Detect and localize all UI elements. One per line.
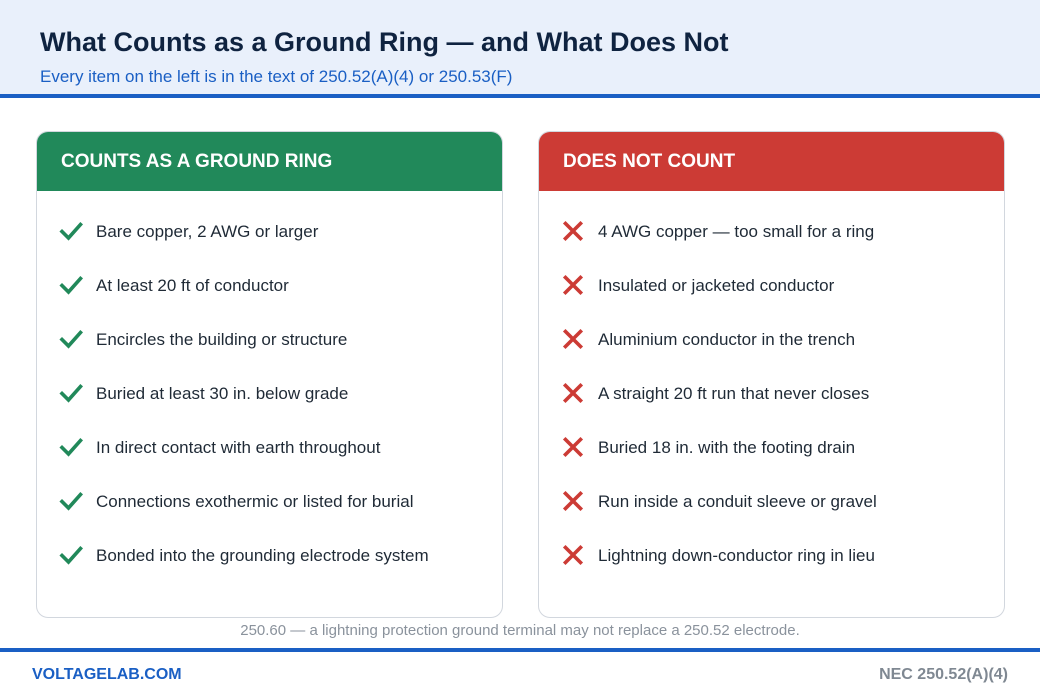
list-item-label: Buried 18 in. with the footing drain — [598, 438, 856, 457]
list-item-label: At least 20 ft of conductor — [96, 276, 289, 295]
list-item — [539, 486, 1004, 516]
check-icon — [59, 543, 83, 567]
header — [0, 0, 1040, 98]
list-item-label: Lightning down-conductor ring in lieu — [598, 546, 875, 565]
x-icon — [561, 543, 585, 567]
list-item-label: Bare copper, 2 AWG or larger — [96, 222, 319, 241]
x-icon — [561, 327, 585, 351]
x-icon — [561, 435, 585, 459]
x-icon — [561, 273, 585, 297]
list-item-label: 4 AWG copper — too small for a ring — [598, 222, 875, 241]
page-subtitle: Every item on the left is in the text of 250.52(A)(4) or 250.53(F) — [40, 67, 513, 86]
list-item — [539, 216, 1004, 246]
list-item — [37, 486, 502, 516]
list-item — [37, 432, 502, 462]
x-icon — [561, 219, 585, 243]
list-item — [37, 540, 502, 570]
list-item — [539, 432, 1004, 462]
page-title: What Counts as a Ground Ring — and What Does Not — [40, 27, 729, 57]
list-item-label: Buried at least 30 in. below grade — [96, 384, 349, 403]
list-item-label: Aluminium conductor in the trench — [598, 330, 856, 349]
list-item-label: A straight 20 ft run that never closes — [598, 384, 870, 403]
list-item — [37, 216, 502, 246]
list-item — [539, 324, 1004, 354]
list-item-label: Insulated or jacketed conductor — [598, 276, 835, 295]
check-icon — [59, 327, 83, 351]
footer-site: VOLTAGELAB.COM — [32, 666, 182, 683]
check-icon — [59, 435, 83, 459]
check-icon — [59, 489, 83, 513]
list-item-label: Connections exothermic or listed for burial — [96, 492, 414, 511]
list-item-label: Bonded into the grounding electrode system — [96, 546, 429, 565]
list-item — [37, 378, 502, 408]
not-count-card — [538, 131, 1005, 618]
counts-card — [36, 131, 503, 618]
footer-divider — [0, 648, 1040, 652]
list-item — [539, 378, 1004, 408]
not-count-card-heading: DOES NOT COUNT — [539, 132, 1004, 191]
footer-reference: NEC 250.52(A)(4) — [879, 666, 1008, 683]
list-item-label: Run inside a conduit sleeve or gravel — [598, 492, 877, 511]
x-icon — [561, 489, 585, 513]
list-item — [539, 270, 1004, 300]
check-icon — [59, 273, 83, 297]
x-icon — [561, 381, 585, 405]
list-item — [37, 270, 502, 300]
list-item — [539, 540, 1004, 570]
check-icon — [59, 219, 83, 243]
list-item-label: In direct contact with earth throughout — [96, 438, 381, 457]
counts-card-heading: COUNTS AS A GROUND RING — [37, 132, 502, 191]
list-item-label: Encircles the building or structure — [96, 330, 348, 349]
check-icon — [59, 381, 83, 405]
list-item — [37, 324, 502, 354]
footnote: 250.60 — a lightning protection ground terminal may not replace a 250.52 electrode. — [240, 622, 800, 639]
